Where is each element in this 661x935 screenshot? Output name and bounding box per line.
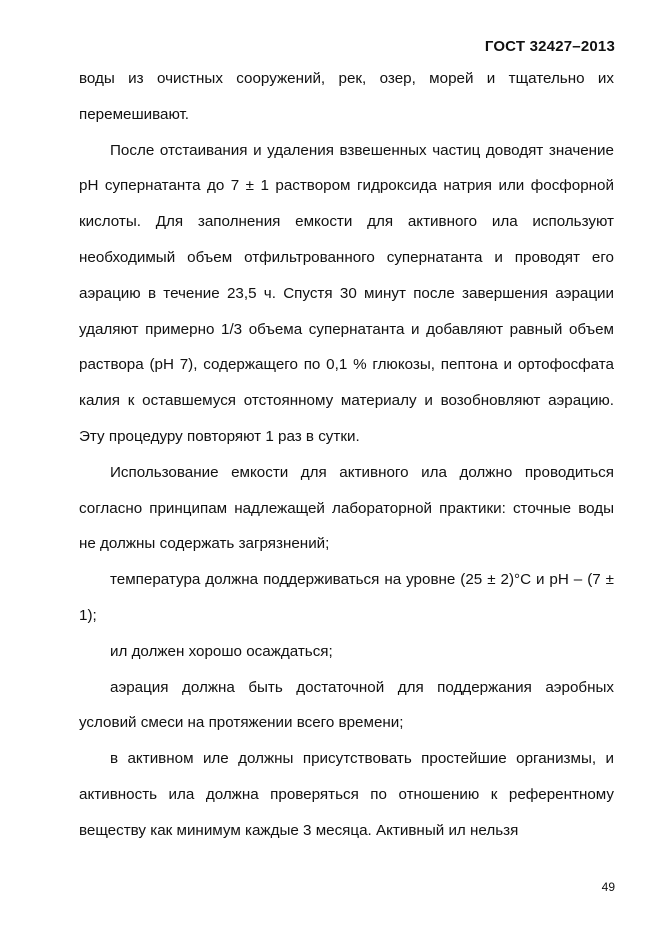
paragraph-glp-requirements: Использование емкости для активного ила должно проводиться согласно принципам надлежащей лабораторной практики: сточные воды не должны содержать загрязнений; [79, 463, 614, 553]
paragraph-settling: ил должен хорошо осаждаться; [110, 642, 333, 660]
paragraph-ph-adjustment: После отстаивания и удаления взвешенных частиц доводят значение pH супернатанта до 7 ± 1 раствором гидроксида натрия или фосфорной кислоты. Для заполнения емкости для активного ила используют необходимый объем отфильтрованного супернатанта и проводят его аэрацию в течение 23,5 ч. Спустя 30 минут после завершения аэрации удаляют примерно 1/3 объема супернатанта и добавляют равный объем раствора (pH 7), содержащего по 0,1 % глюкозы, пептона и ортофосфата калия к оставшемуся отстоянному материалу и возобновляют аэрацию. Эту процедуру повторяют 1 раз в сутки. [79, 141, 614, 445]
standard-id-header: ГОСТ 32427–2013 [484, 38, 615, 55]
paragraph-protozoa: в активном иле должны присутствовать простейшие организмы, и активность ила должна проверяться по отношению к референтному веществу как минимум каждые 3 месяца. Активный ил нельзя [79, 750, 614, 839]
paragraph-aeration: аэрация должна быть достаточной для поддержания аэробных условий смеси на протяжении всего времени; [79, 678, 614, 732]
page-number: 49 [601, 880, 615, 894]
paragraph-continuation: воды из очистных сооружений, рек, озер, морей и тщательно их перемешивают. [79, 70, 614, 123]
paragraph-temperature: температура должна поддерживаться на уровне (25 ± 2)°С и pH – (7 ± 1); [79, 571, 614, 624]
body-text [79, 61, 614, 849]
